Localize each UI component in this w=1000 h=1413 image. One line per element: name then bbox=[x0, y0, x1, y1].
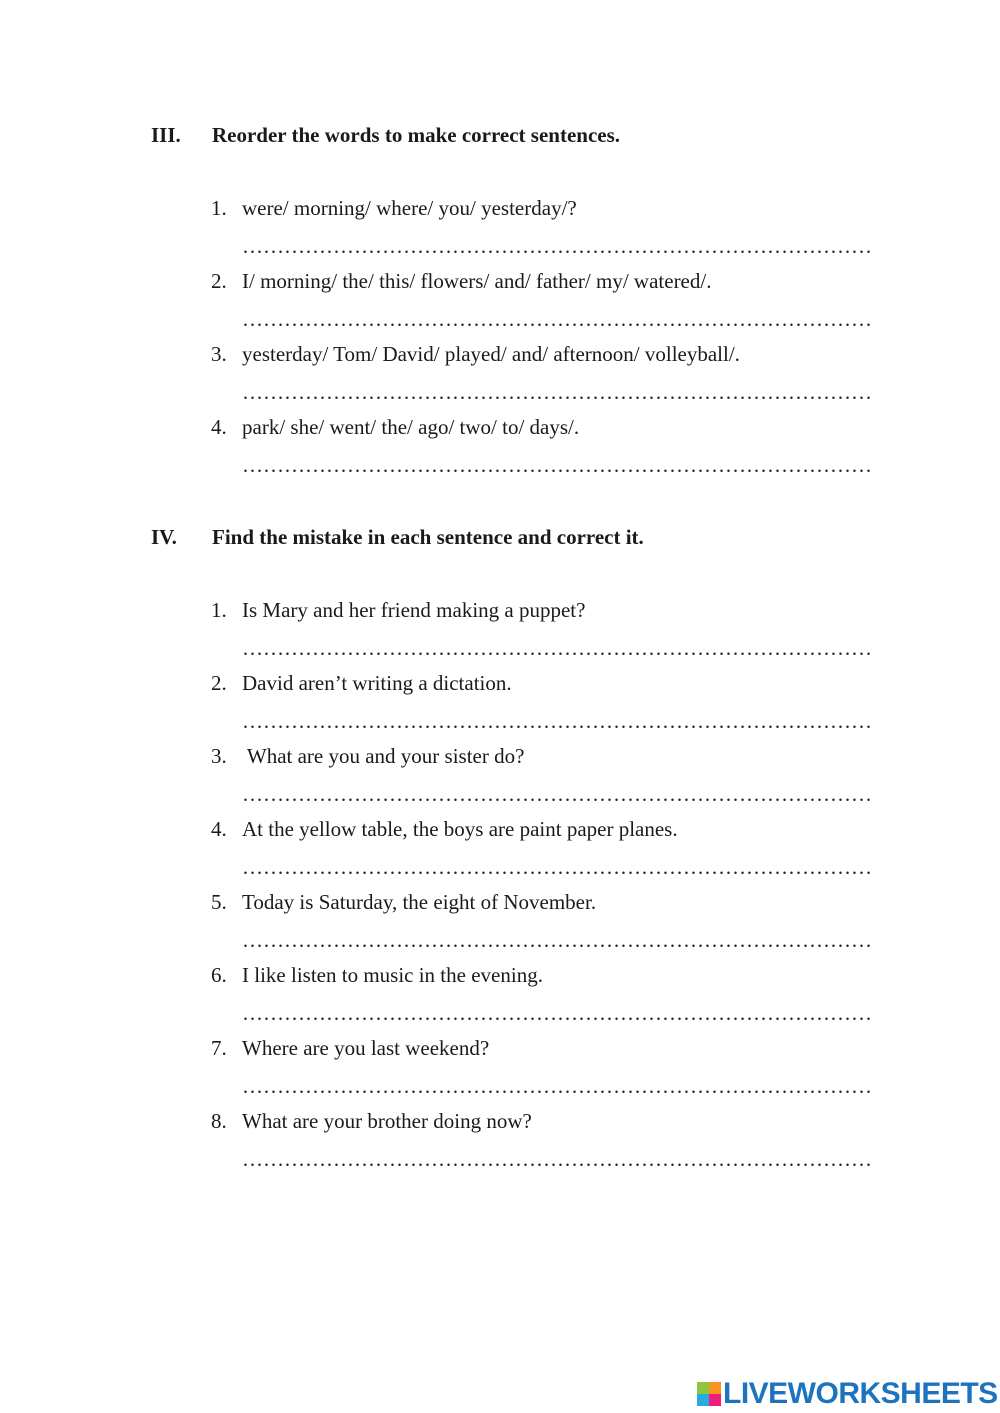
item-text: were/ morning/ where/ you/ yesterday/? bbox=[242, 196, 577, 220]
section-heading-iii bbox=[151, 122, 620, 148]
item-number: 6. bbox=[211, 963, 227, 987]
item-number: 2. bbox=[211, 671, 227, 695]
logo-square-icon bbox=[709, 1382, 721, 1394]
item-text: Today is Saturday, the eight of November. bbox=[242, 890, 597, 914]
answer-field[interactable]: ……………………………………………………………………………… bbox=[242, 782, 872, 806]
answer-field[interactable]: ……………………………………………………………………………… bbox=[242, 928, 872, 952]
answer-field[interactable]: ……………………………………………………………………………… bbox=[242, 453, 872, 477]
item-number: 4. bbox=[211, 817, 227, 841]
item-text: yesterday/ Tom/ David/ played/ and/ afternoon/ volleyball/. bbox=[242, 342, 740, 366]
section-numeral: III. bbox=[151, 123, 181, 147]
item-text: David aren’t writing a dictation. bbox=[242, 671, 512, 695]
item-text: What are you and your sister do? bbox=[242, 744, 525, 768]
answer-field[interactable]: ……………………………………………………………………………… bbox=[242, 1074, 872, 1098]
list-item bbox=[211, 597, 881, 661]
section-numeral: IV. bbox=[151, 525, 177, 549]
item-text: Is Mary and her friend making a puppet? bbox=[242, 598, 586, 622]
item-text: I/ morning/ the/ this/ flowers/ and/ father/ my/ watered/. bbox=[242, 269, 712, 293]
section-title: Reorder the words to make correct sentences. bbox=[212, 123, 621, 147]
item-number: 1. bbox=[211, 598, 227, 622]
item-text: At the yellow table, the boys are paint paper planes. bbox=[242, 817, 678, 841]
answer-field[interactable]: ……………………………………………………………………………… bbox=[242, 307, 872, 331]
item-number: 4. bbox=[211, 415, 227, 439]
answer-field[interactable]: ……………………………………………………………………………… bbox=[242, 234, 872, 258]
answer-field[interactable]: ……………………………………………………………………………… bbox=[242, 1147, 872, 1171]
list-item bbox=[211, 414, 881, 478]
item-text: park/ she/ went/ the/ ago/ two/ to/ days/. bbox=[242, 415, 580, 439]
item-number: 2. bbox=[211, 269, 227, 293]
list-item bbox=[211, 889, 881, 953]
item-text: Where are you last weekend? bbox=[242, 1036, 490, 1060]
item-number: 3. bbox=[211, 744, 227, 768]
list-item bbox=[211, 743, 881, 807]
item-text: What are your brother doing now? bbox=[242, 1109, 532, 1133]
list-item bbox=[211, 341, 881, 405]
logo-square-icon bbox=[709, 1394, 721, 1406]
list-item bbox=[211, 195, 881, 259]
item-number: 8. bbox=[211, 1109, 227, 1133]
liveworksheets-logo bbox=[697, 1376, 998, 1412]
list-item bbox=[211, 1108, 881, 1172]
answer-field[interactable]: ……………………………………………………………………………… bbox=[242, 709, 872, 733]
section-heading-iv bbox=[151, 524, 644, 550]
item-number: 5. bbox=[211, 890, 227, 914]
list-item bbox=[211, 268, 881, 332]
logo-text: LIVEWORKSHEETS bbox=[723, 1377, 998, 1410]
item-number: 3. bbox=[211, 342, 227, 366]
answer-field[interactable]: ……………………………………………………………………………… bbox=[242, 636, 872, 660]
section-title: Find the mistake in each sentence and correct it. bbox=[212, 525, 644, 549]
logo-icon bbox=[697, 1382, 721, 1406]
answer-field[interactable]: ……………………………………………………………………………… bbox=[242, 855, 872, 879]
item-text: I like listen to music in the evening. bbox=[242, 963, 543, 987]
answer-field[interactable]: ……………………………………………………………………………… bbox=[242, 380, 872, 404]
list-item bbox=[211, 1035, 881, 1099]
logo-square-icon bbox=[697, 1394, 709, 1406]
list-item bbox=[211, 816, 881, 880]
logo-square-icon bbox=[697, 1382, 709, 1394]
item-number: 1. bbox=[211, 196, 227, 220]
list-item bbox=[211, 670, 881, 734]
item-number: 7. bbox=[211, 1036, 227, 1060]
answer-field[interactable]: ……………………………………………………………………………… bbox=[242, 1001, 872, 1025]
list-item bbox=[211, 962, 881, 1026]
